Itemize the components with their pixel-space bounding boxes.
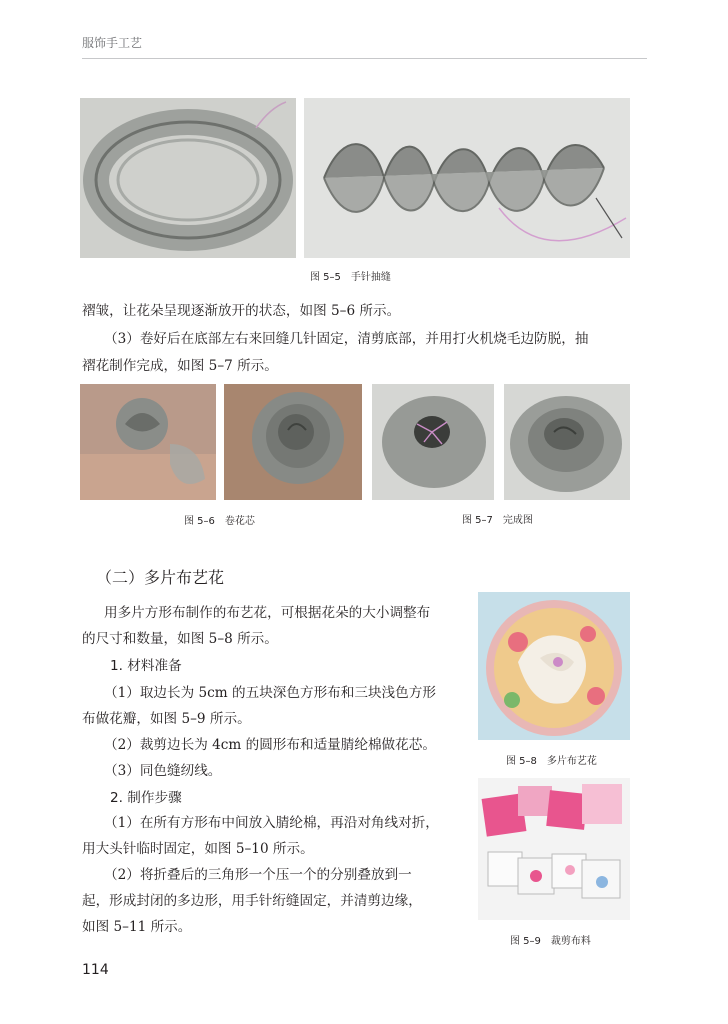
paragraph-line: 如图 5–11 所示。 <box>82 919 192 935</box>
paragraph-line: （1）取边长为 5cm 的五块深色方形布和三块浅色方形 <box>104 685 436 701</box>
section-title: （二）多片布艺花 <box>96 568 225 587</box>
paragraph-line: 褶花制作完成，如图 5–7 所示。 <box>82 358 278 374</box>
paragraph-line: 布做花瓣，如图 5–9 所示。 <box>82 711 251 727</box>
paragraph-line: （1）在所有方形布中间放入腈纶棉，再沿对角线对折， <box>104 815 439 831</box>
page-number: 114 <box>82 962 109 978</box>
photo-roll-center-2 <box>224 384 362 500</box>
header-rule <box>82 58 647 59</box>
caption-fig-5-8: 图 5–8 多片布艺花 <box>506 756 597 767</box>
paragraph-line: 褶皱，让花朵呈现逐渐放开的状态，如图 5–6 所示。 <box>82 303 401 319</box>
running-header: 服饰手工艺 <box>82 36 143 50</box>
paragraph-line: （2）将折叠后的三角形一个压一个的分别叠放到一 <box>104 867 412 883</box>
photo-cut-fabric <box>478 778 630 920</box>
paragraph-line: 起，形成封闭的多边形，用手针绗缝固定，并清剪边缘， <box>82 893 422 909</box>
photo-ribbon-loop <box>80 98 296 258</box>
paragraph-line: 的尺寸和数量，如图 5–8 所示。 <box>82 631 278 647</box>
photo-complete-1 <box>372 384 494 500</box>
photo-complete-2 <box>504 384 630 500</box>
caption-fig-5-6: 图 5–6 卷花芯 <box>184 516 255 527</box>
caption-fig-5-9: 图 5–9 裁剪布料 <box>510 936 591 947</box>
paragraph-line: （3）卷好后在底部左右来回缝几针固定，清剪底部，并用打火机烧毛边防脱，抽 <box>104 331 589 347</box>
caption-fig-5-5: 图 5–5 手针抽缝 <box>310 272 391 283</box>
paragraph-line: 用大头针临时固定，如图 5–10 所示。 <box>82 841 314 857</box>
subheading: 2. 制作步骤 <box>110 790 182 806</box>
paragraph-line: 用多片方形布制作的布艺花，可根据花朵的大小调整布 <box>104 605 431 621</box>
paragraph-line: （2）裁剪边长为 4cm 的圆形布和适量腈纶棉做花芯。 <box>104 737 436 753</box>
caption-fig-5-7: 图 5–7 完成图 <box>462 515 533 526</box>
photo-gathered-ribbon <box>304 98 630 258</box>
photo-roll-center-1 <box>80 384 216 500</box>
subheading: 1. 材料准备 <box>110 658 182 674</box>
paragraph-line: （3）同色缝纫线。 <box>104 763 222 779</box>
photo-multi-piece-flower <box>478 592 630 740</box>
